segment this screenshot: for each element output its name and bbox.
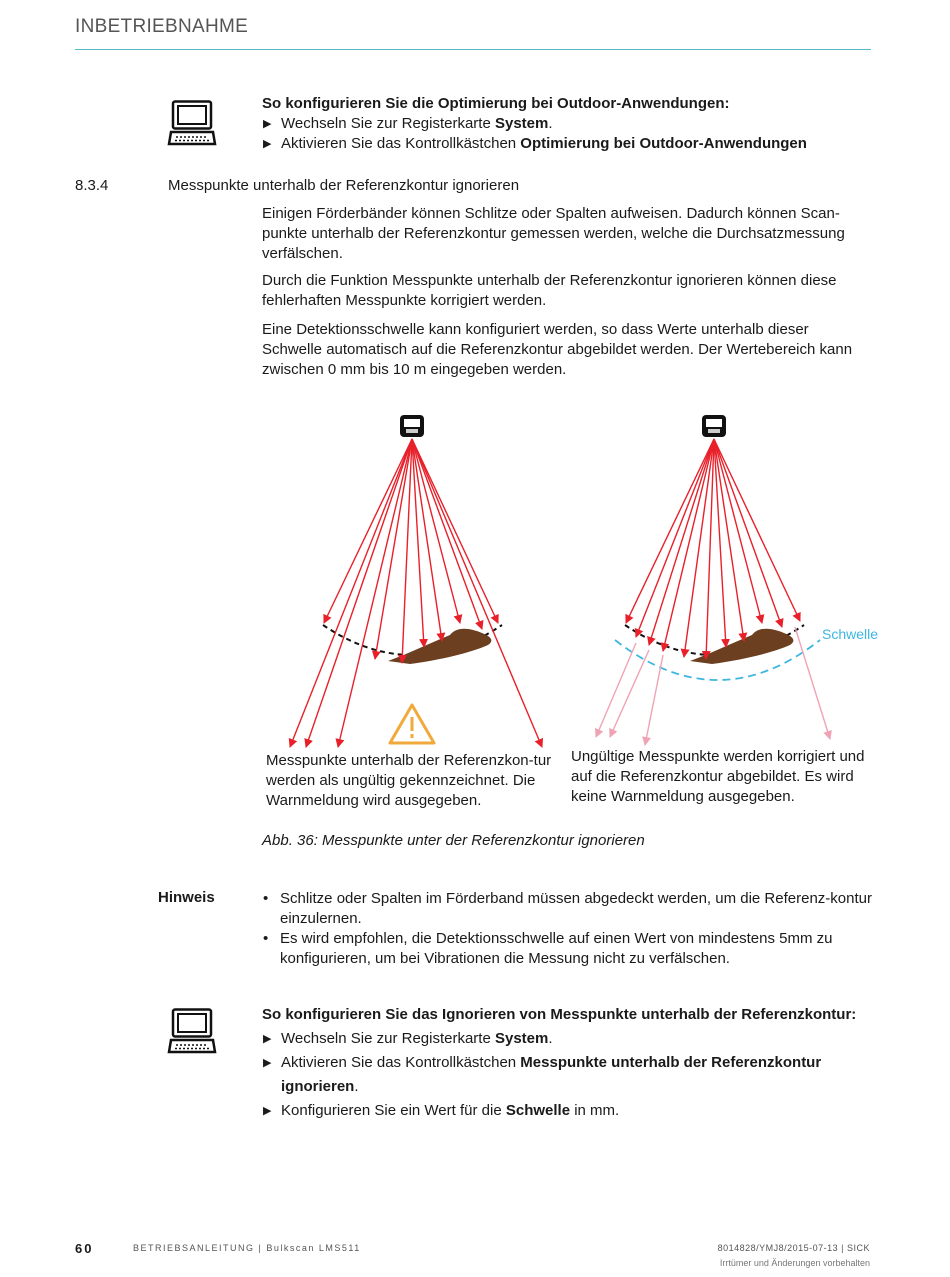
scan-rays-right [626, 439, 800, 659]
scanner-icon-left [400, 415, 424, 437]
figure-right-caption: Ungültige Messpunkte werden korrigiert und auf die Referenzkontur abgebildet. Es wird keine Warnmeldung ausgegeben. [571, 748, 865, 805]
task-step: ▶ Wechseln Sie zur Registerkarte System. [263, 1030, 553, 1047]
computer-icon [167, 1008, 217, 1056]
note-label: Hinweis [158, 889, 215, 906]
computer-icon [167, 100, 217, 148]
task-step: ▶ Wechseln Sie zur Registerkarte System. [263, 115, 553, 132]
footer-reference: 8014828/YMJ8/2015-07-13 | SICK [717, 1243, 870, 1253]
task-optimierung-outdoor [262, 94, 807, 154]
note-item: • Es wird empfohlen, die Detektionsschwelle auf einen Wert von mindestens 5mm zu konfigurieren, um bei Vibrationen die Messung nicht zu verfälschen. [263, 930, 833, 967]
footer-document-title: BETRIEBSANLEITUNG | Bulkscan LMS511 [133, 1243, 361, 1253]
paragraph: Einigen Förderbänder können Schlitze oder Spalten aufweisen. Dadurch können Scan-punkte unterhalb der Referenzkontur gemessen werden, welche die Durchsatzmessung verfälschen. [262, 205, 845, 262]
paragraph: Durch die Funktion Messpunkte unterhalb der Referenzkontur ignorieren können diese fehlerhaften Messpunkte korrigiert werden. [262, 272, 837, 309]
task-title: So konfigurieren Sie das Ignorieren von Messpunkte unterhalb der Referenzkontur: [262, 1006, 857, 1023]
note-list [262, 889, 872, 969]
figure-diagram [260, 405, 900, 760]
section-header: INBETRIEBNAHME [75, 16, 249, 37]
task-step: ▶ Aktivieren Sie das Kontrollkästchen Optimierung bei Outdoor-Anwendungen [263, 135, 807, 152]
threshold-label: Schwelle [822, 626, 879, 642]
task-title: So konfigurieren Sie die Optimierung bei Outdoor-Anwendungen: [262, 95, 730, 112]
task-ignore-points [262, 1003, 872, 1123]
figure-caption: Abb. 36: Messpunkte unter der Referenzkontur ignorieren [262, 832, 645, 849]
note-item: • Schlitze oder Spalten im Förderband müssen abgedeckt werden, um die Referenz-kontur einzulernen. [263, 890, 872, 927]
header-divider [75, 49, 871, 50]
task-step: ▶ Konfigurieren Sie ein Wert für die Schwelle in mm. [263, 1102, 620, 1119]
scanner-icon-right [702, 415, 726, 437]
section-number: 8.3.4 [75, 177, 109, 194]
figure-left-caption: Messpunkte unterhalb der Referenzkon-tur werden als ungültig gekennzeichnet. Die Warnmeldung wird ausgegeben. [266, 752, 552, 809]
section-title: Messpunkte unterhalb der Referenzkontur ignorieren [168, 177, 520, 194]
task-step: ▶ Aktivieren Sie das Kontrollkästchen Messpunkte unterhalb der Referenzkontur ignorieren. [263, 1054, 822, 1095]
footer-disclaimer: Irrtümer und Änderungen vorbehalten [719, 1258, 870, 1268]
paragraph: Eine Detektionsschwelle kann konfiguriert werden, so dass Werte unterhalb dieser Schwelle automatisch auf die Referenzkontur abgebildet werden. Der Wertebereich kann zwischen 0 mm bis 10 m eingegeben werden. [262, 321, 853, 378]
warning-icon [390, 705, 434, 743]
page-number: 60 [75, 1241, 94, 1256]
scan-rays-left [290, 439, 542, 747]
scan-rays-invalid [596, 627, 830, 745]
